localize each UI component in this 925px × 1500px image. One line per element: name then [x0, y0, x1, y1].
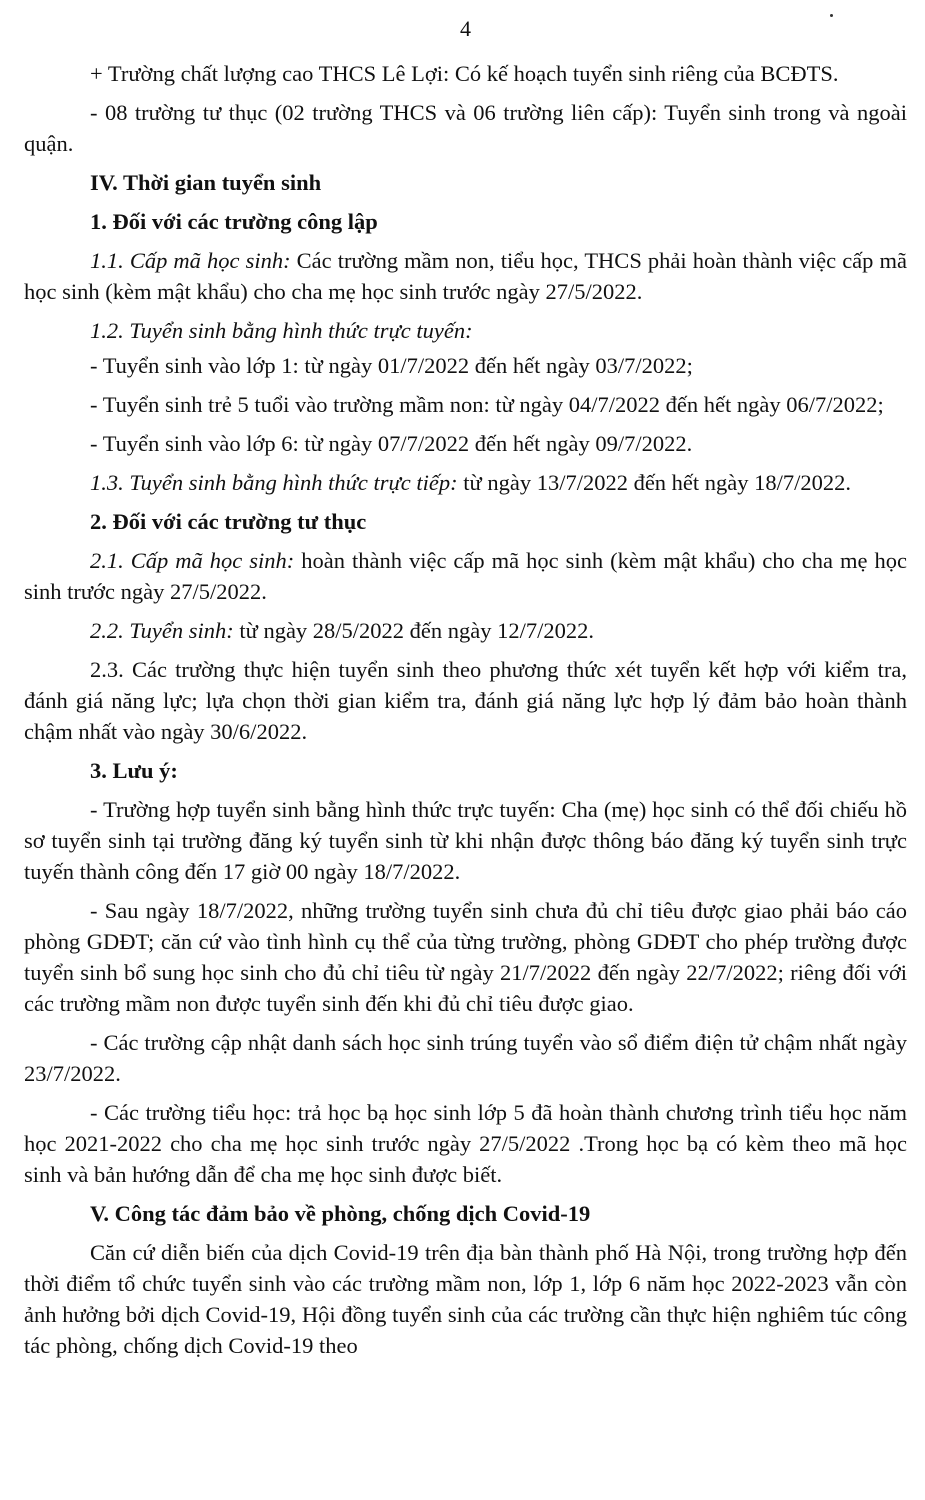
label-1-3: 1.3. Tuyển sinh bằng hình thức trực tiếp: [90, 470, 458, 495]
text-1-1: Các trường mầm non, tiểu học, THCS phải hoàn thành việc cấp mã học sinh (kèm mật khẩu) cho cha mẹ học sinh trước ngày 27/5/2022. [24, 248, 907, 304]
label-2-2: 2.2. Tuyển sinh: [90, 618, 234, 643]
note-4: - Các trường tiểu học: trả học bạ học sinh lớp 5 đã hoàn thành chương trình tiểu học năm học 2021-2022 cho cha mẹ học sinh trước ngày 27/5/2022 .Trong học bạ có kèm theo mã học sinh và bản hướng dẫn để cha mẹ học sinh được biết. [24, 1100, 907, 1187]
paragraph-2-3: 2.3. Các trường thực hiện tuyển sinh theo phương thức xét tuyển kết hợp với kiểm tra, đánh giá năng lực; lựa chọn thời gian kiểm tra, đánh giá năng lực hợp lý đảm bảo hoàn thành chậm nhất vào ngày 30/6/2022. [24, 657, 907, 744]
text-1-3: từ ngày 13/7/2022 đến hết ngày 18/7/2022. [457, 470, 852, 495]
paragraph-covid: Căn cứ diễn biến của dịch Covid-19 trên địa bàn thành phố Hà Nội, trong trường hợp đến thời điểm tổ chức tuyển sinh vào các trường mầm non, lớp 1, lớp 6 năm học 2022-2023 vẫn còn ảnh hưởng bởi dịch Covid-19, Hội đồng tuyển sinh của các trường cần thực hiện nghiêm túc công tác phòng, chống dịch Covid-19 theo [24, 1240, 907, 1358]
paragraph-1-2 [24, 315, 907, 346]
text-2-2: từ ngày 28/5/2022 đến ngày 12/7/2022. [233, 618, 595, 643]
page-number: 4 [460, 16, 471, 41]
item-1-2-c: - Tuyển sinh vào lớp 6: từ ngày 07/7/2022 đến hết ngày 09/7/2022. [90, 431, 693, 456]
label-1-1: 1.1. Cấp mã học sinh: [90, 248, 291, 273]
item-1-2-a: - Tuyển sinh vào lớp 1: từ ngày 01/7/2022 đến hết ngày 03/7/2022; [90, 353, 693, 378]
label-2-1: 2.1. Cấp mã học sinh: [90, 548, 295, 573]
heading-2-private: 2. Đối với các trường tư thục [90, 509, 367, 534]
note-3: - Các trường cập nhật danh sách học sinh trúng tuyển vào sổ điểm điện tử chậm nhất ngày 23/7/2022. [24, 1030, 907, 1086]
note-1: - Trường hợp tuyển sinh bằng hình thức trực tuyến: Cha (mẹ) học sinh có thể đối chiếu hồ sơ tuyển sinh tại trường đăng ký tuyển sinh từ khi nhận được thông báo đăng ký tuyển sinh trực tuyến thành công đến 17 giờ 00 ngày 18/7/2022. [24, 797, 907, 884]
label-1-2: 1.2. Tuyển sinh bằng hình thức trực tuyến: [90, 318, 473, 343]
paragraph-private-schools: - 08 trường tư thục (02 trường THCS và 06 trường liên cấp): Tuyển sinh trong và ngoài quận. [24, 100, 907, 156]
paragraph-le-loi: + Trường chất lượng cao THCS Lê Lợi: Có kế hoạch tuyển sinh riêng của BCĐTS. [90, 61, 839, 86]
item-1-2-b: - Tuyển sinh trẻ 5 tuổi vào trường mầm non: từ ngày 04/7/2022 đến hết ngày 06/7/2022; [90, 392, 884, 417]
heading-iv: IV. Thời gian tuyển sinh [90, 170, 322, 195]
heading-3-notes: 3. Lưu ý: [90, 758, 178, 783]
paragraph-1-3 [24, 467, 907, 498]
paragraph-2-1 [24, 545, 907, 607]
text-2-1: hoàn thành việc cấp mã học sinh (kèm mật khẩu) cho cha mẹ học sinh trước ngày 27/5/2022. [24, 548, 907, 604]
heading-1-public: 1. Đối với các trường công lập [90, 209, 378, 234]
paragraph-1-1 [24, 245, 907, 307]
paragraph-2-2 [24, 615, 907, 646]
heading-v-covid: V. Công tác đảm bảo về phòng, chống dịch Covid-19 [90, 1201, 591, 1226]
scan-speck [830, 14, 833, 17]
note-2: - Sau ngày 18/7/2022, những trường tuyển sinh chưa đủ chỉ tiêu được giao phải báo cáo phòng GDĐT; căn cứ vào tình hình cụ thể của từng trường, phòng GDĐT cho phép trường được tuyển sinh bổ sung học sinh cho đủ chỉ tiêu từ ngày 21/7/2022 đến ngày 22/7/2022; riêng đối với các trường mầm non được tuyển sinh đến khi đủ chỉ tiêu được giao. [24, 898, 907, 1016]
